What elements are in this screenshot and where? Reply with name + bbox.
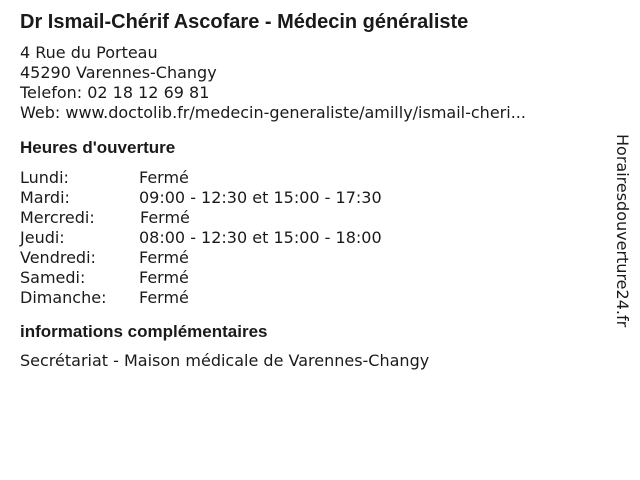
hours-row-lundi — [20, 168, 600, 188]
hours-value: Fermé — [139, 268, 189, 287]
hours-day: Jeudi: — [20, 228, 65, 247]
business-card — [20, 9, 600, 371]
hours-row-dimanche — [20, 288, 600, 308]
phone-number: Telefon: 02 18 12 69 81 — [20, 83, 210, 102]
address-block — [20, 43, 600, 123]
hours-table — [20, 168, 600, 308]
info-heading: informations complémentaires — [20, 322, 268, 341]
hours-day: Mardi: — [20, 188, 70, 207]
info-text: Secrétariat - Maison médicale de Varennes-Changy — [20, 351, 430, 370]
hours-day: Mercredi: — [20, 208, 95, 227]
hours-value: Fermé — [139, 168, 189, 187]
hours-value: Fermé — [140, 208, 190, 227]
hours-row-mardi — [20, 188, 600, 208]
hours-heading: Heures d'ouverture — [20, 138, 176, 157]
website-link[interactable]: Web: www.doctolib.fr/medecin-generaliste/amilly/ismail-cheri... — [20, 103, 526, 122]
hours-row-vendredi — [20, 248, 600, 268]
hours-day: Samedi: — [20, 268, 86, 287]
site-watermark: Horairesdouverture24.fr — [613, 134, 632, 328]
hours-day: Lundi: — [20, 168, 69, 187]
hours-day: Dimanche: — [20, 288, 107, 307]
hours-row-jeudi — [20, 228, 600, 248]
hours-value: 09:00 - 12:30 et 15:00 - 17:30 — [139, 188, 382, 207]
hours-day: Vendredi: — [20, 248, 96, 267]
hours-value: Fermé — [139, 248, 189, 267]
hours-value: Fermé — [139, 288, 189, 307]
hours-value: 08:00 - 12:30 et 15:00 - 18:00 — [139, 228, 382, 247]
hours-row-samedi — [20, 268, 600, 288]
hours-row-mercredi — [20, 208, 600, 228]
address-street: 4 Rue du Porteau — [20, 43, 158, 62]
address-city: 45290 Varennes-Changy — [20, 63, 217, 82]
page-title: Dr Ismail-Chérif Ascofare - Médecin généraliste — [20, 11, 469, 33]
